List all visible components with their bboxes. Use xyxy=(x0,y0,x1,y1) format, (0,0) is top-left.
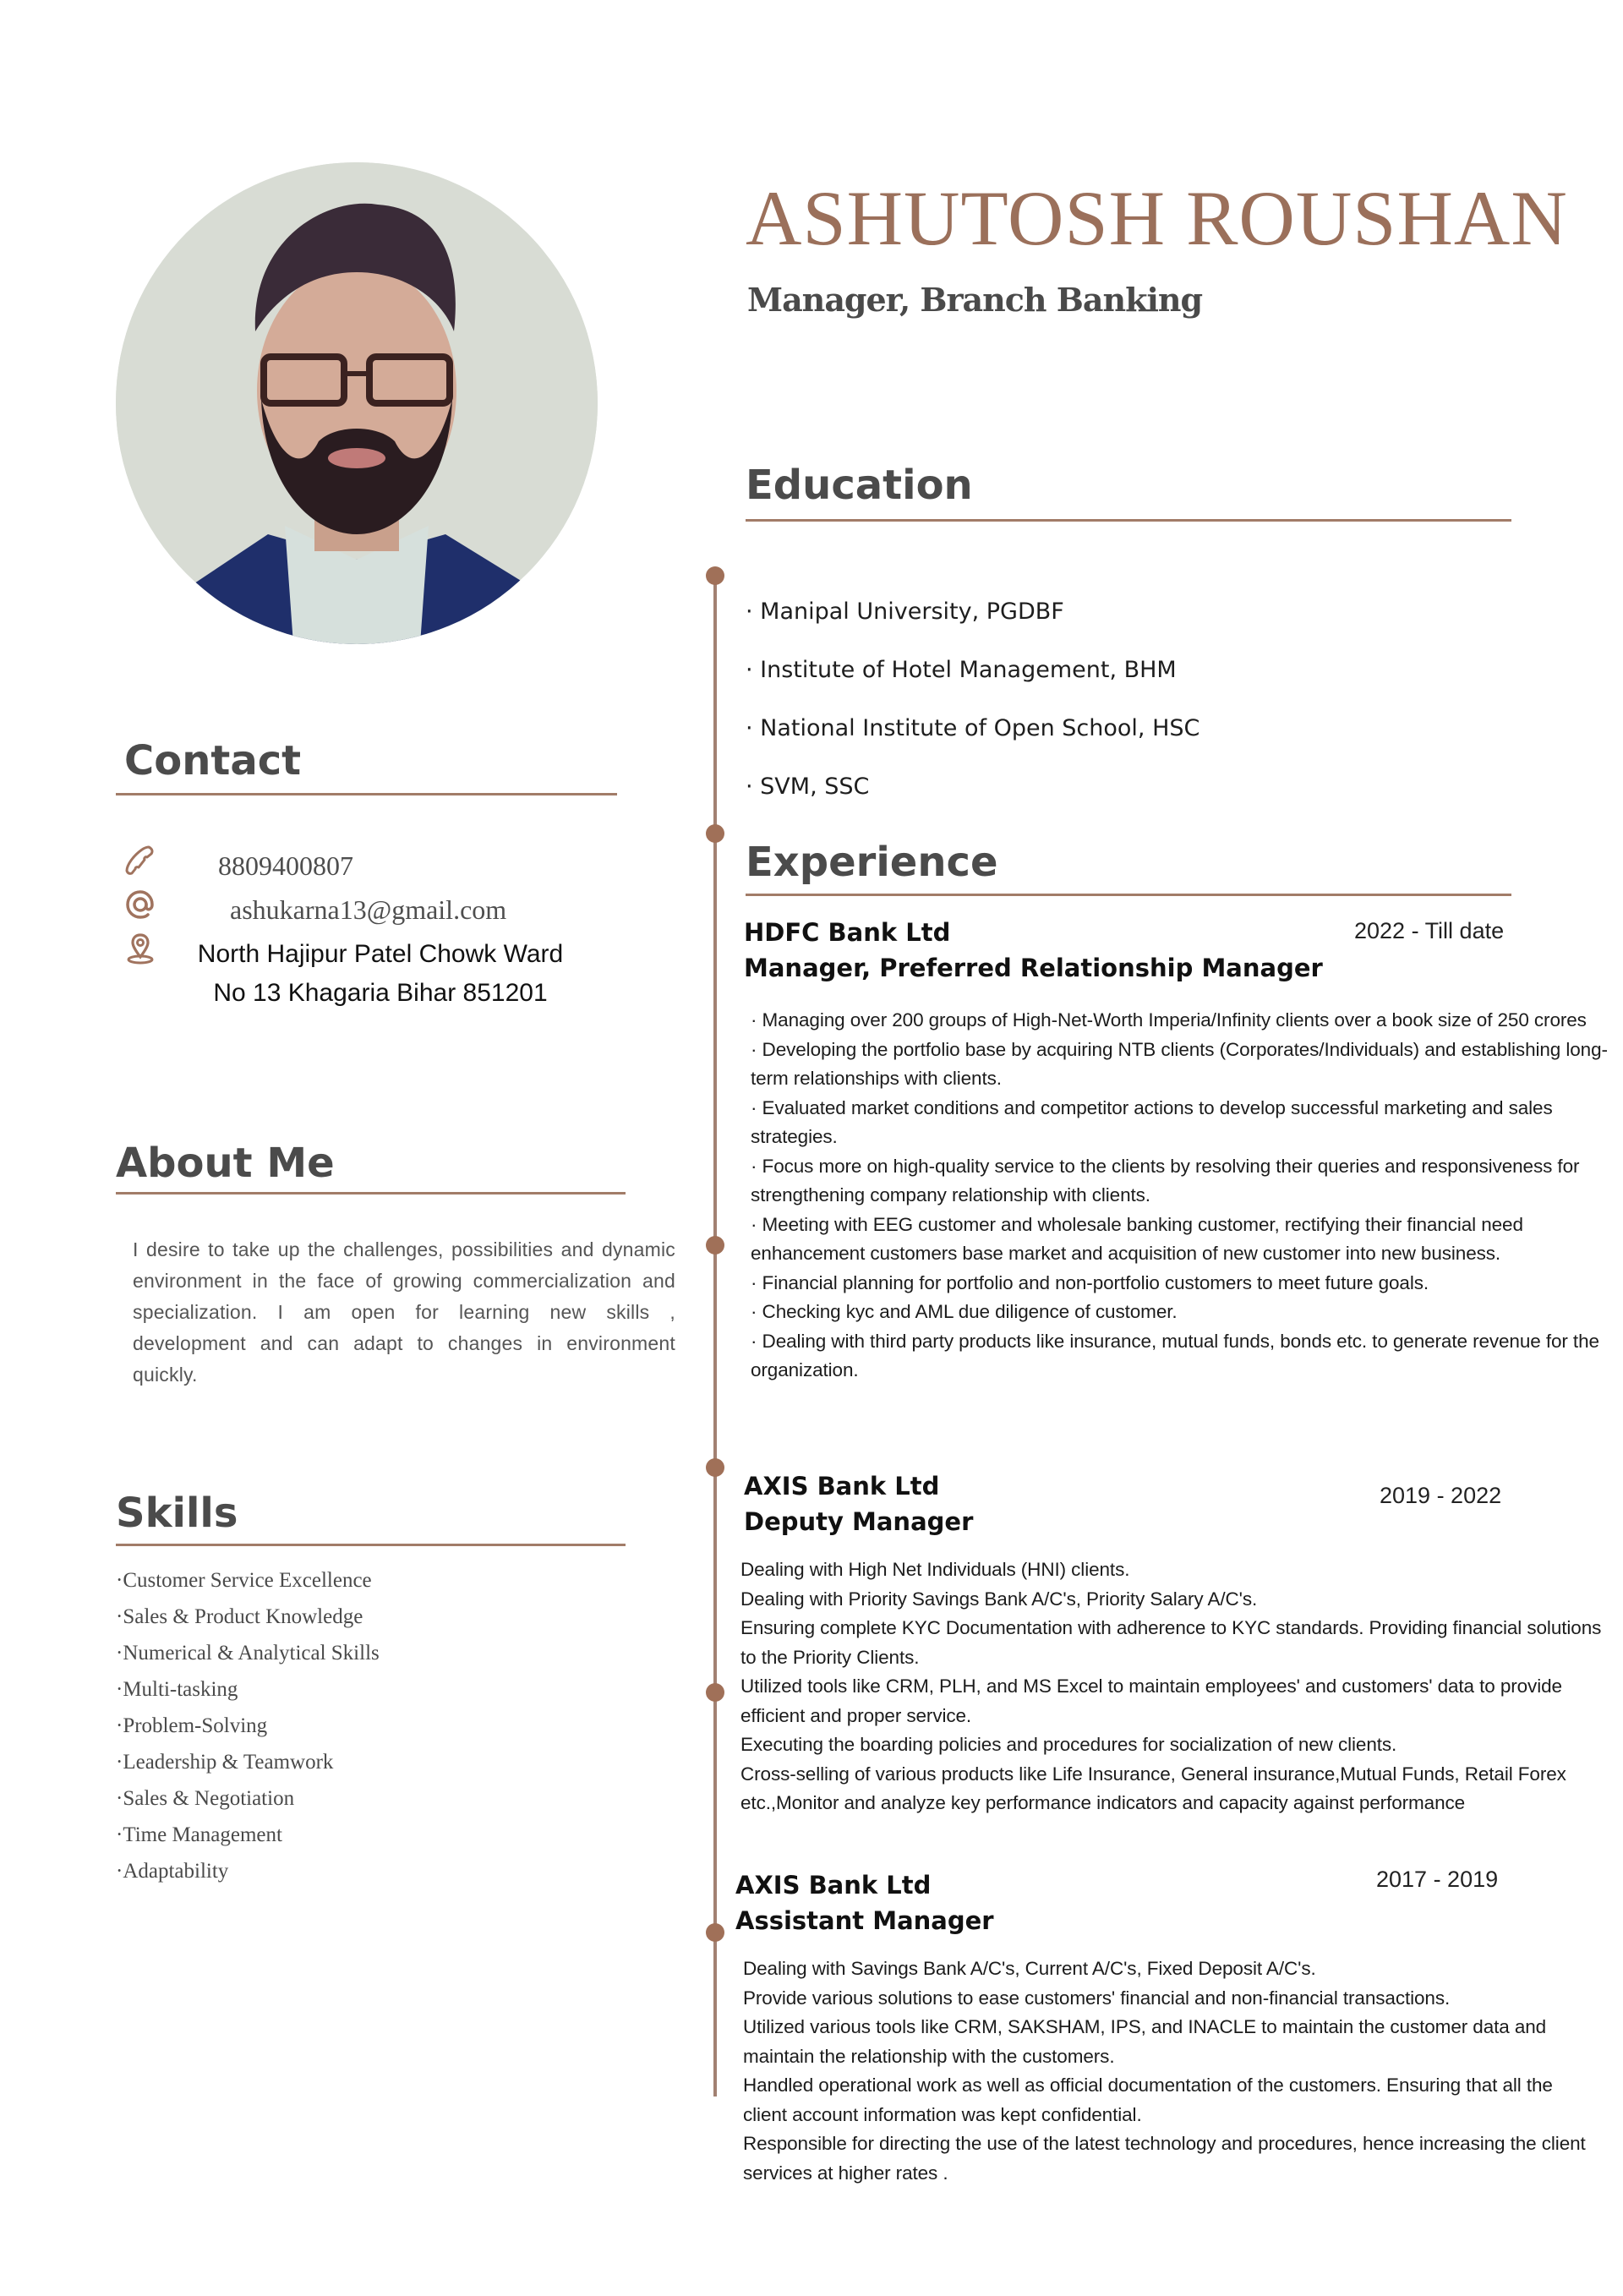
skill-item: ·Numerical & Analytical Skills xyxy=(116,1642,380,1665)
email-address[interactable]: ashukarna13@gmail.com xyxy=(230,894,507,925)
skills-heading: Skills xyxy=(116,1490,238,1537)
skill-item: ·Adaptability xyxy=(116,1860,229,1883)
job-bullet: · Checking kyc and AML due diligence of customer. xyxy=(751,1301,1178,1322)
education-item: · SVM, SSC xyxy=(746,774,870,800)
timeline-dot xyxy=(706,566,724,585)
address-line-1: North Hajipur Patel Chowk Ward xyxy=(197,940,564,968)
job-responsibilities xyxy=(740,1555,1613,1818)
about-paragraph: I desire to take up the challenges, possibilities and dynamic environment in the face of growing commercialization and specialization. I am open for learning new skills , development and can adapt to changes in environment quickly. xyxy=(133,1238,675,1386)
job-dates: 2019 - 2022 xyxy=(1380,1483,1502,1508)
job-responsibilities xyxy=(743,1954,1597,2188)
about-divider xyxy=(116,1192,626,1194)
job-dates: 2022 - Till date xyxy=(1354,918,1505,943)
contact-divider xyxy=(116,793,617,795)
skill-item: ·Sales & Product Knowledge xyxy=(116,1605,363,1628)
job-dates: 2017 - 2019 xyxy=(1376,1867,1499,1892)
job-bullet: · Financial planning for portfolio and non-portfolio customers to meet future goals. xyxy=(751,1271,1429,1293)
education-item: · Manipal University, PGDBF xyxy=(746,599,1064,625)
candidate-title: Manager, Branch Banking xyxy=(747,281,1203,319)
education-heading: Education xyxy=(746,462,973,509)
job-bullet: Utilized tools like CRM, PLH, and MS Excel to maintain employees' and customers' data to provide efficient and proper service. xyxy=(740,1676,1562,1726)
experience-divider xyxy=(746,894,1511,896)
timeline-dot xyxy=(706,1458,724,1477)
timeline-line xyxy=(713,575,717,2096)
education-item: · National Institute of Open School, HSC xyxy=(746,715,1200,741)
job-bullet: Responsible for directing the use of the latest technology and procedures, hence increasing the client services at higher rates . xyxy=(743,2133,1586,2184)
job-role: Manager, Preferred Relationship Manager xyxy=(744,954,1323,982)
job-role: Deputy Manager xyxy=(744,1507,974,1536)
contact-heading: Contact xyxy=(124,737,302,784)
experience-heading: Experience xyxy=(746,839,998,886)
job-bullet: Handled operational work as well as official documentation of the customers. Ensuring that all the client account information was kept confidential. xyxy=(743,2075,1553,2125)
email-at-icon xyxy=(123,888,157,921)
job-bullet: Dealing with Savings Bank A/C's, Current A/C's, Fixed Deposit A/C's. xyxy=(743,1958,1316,1979)
education-divider xyxy=(746,519,1511,522)
phone-icon xyxy=(123,844,157,877)
job-company: HDFC Bank Ltd xyxy=(744,918,951,947)
timeline-dot xyxy=(706,1236,724,1255)
job-bullet: Executing the boarding policies and procedures for socialization of new clients. xyxy=(740,1734,1397,1755)
job-responsibilities xyxy=(751,1006,1615,1386)
timeline-dot xyxy=(706,1923,724,1942)
job-bullet: · Meeting with EEG customer and wholesale banking customer, rectifying their financial need enhancement customers base market and acquisition of new customer into new business. xyxy=(751,1213,1523,1264)
contact-email-row xyxy=(123,888,157,921)
phone-number[interactable]: 8809400807 xyxy=(218,850,353,881)
job-bullet: Utilized various tools like CRM, SAKSHAM, IPS, and INACLE to maintain the customer data and maintain the relationship with the customers. xyxy=(743,2016,1547,2067)
skill-item: ·Multi-tasking xyxy=(116,1678,238,1701)
candidate-name: ASHUTOSH ROUSHAN xyxy=(746,175,1568,261)
job-bullet: Ensuring complete KYC Documentation with adherence to KYC standards. Providing financial solutions to the Priority Clients. xyxy=(740,1617,1602,1668)
job-bullet: · Focus more on high-quality service to the clients by resolving their queries and responsiveness for strengthening company relationship with clients. xyxy=(751,1155,1580,1205)
about-heading: About Me xyxy=(116,1140,335,1187)
skill-item: ·Problem-Solving xyxy=(116,1714,268,1737)
education-list xyxy=(746,595,1199,828)
job-bullet: Cross-selling of various products like Life Insurance, General insurance,Mutual Funds, Retail Forex etc.,Monitor and analyze key performance indicators and capacity against performance xyxy=(740,1763,1566,1813)
address-line-2: No 13 Khagaria Bihar 851201 xyxy=(213,979,548,1007)
skill-item: ·Customer Service Excellence xyxy=(116,1569,372,1592)
job-bullet: Provide various solutions to ease customers' financial and non-financial transactions. xyxy=(743,1987,1451,2009)
skill-item: ·Time Management xyxy=(116,1823,282,1846)
job-bullet: · Managing over 200 groups of High-Net-Worth Imperia/Infinity clients over a book size of 250 crores xyxy=(751,1009,1587,1030)
skills-divider xyxy=(116,1544,626,1546)
contact-phone-row xyxy=(123,844,157,877)
job-bullet: · Dealing with third party products like insurance, mutual funds, bonds etc. to generate revenue for the organization. xyxy=(751,1330,1599,1380)
contact-address-row xyxy=(123,932,157,965)
timeline-dot xyxy=(706,824,724,843)
profile-photo xyxy=(116,162,598,644)
location-pin-icon xyxy=(123,932,157,965)
job-bullet: · Developing the portfolio base by acquiring NTB clients (Corporates/Individuals) and establishing long-term relationships with clients. xyxy=(751,1038,1608,1089)
profile-photo-illustration xyxy=(116,162,598,644)
skill-item: ·Leadership & Teamwork xyxy=(116,1751,334,1774)
job-company: AXIS Bank Ltd xyxy=(735,1871,932,1900)
postal-address xyxy=(186,935,575,1013)
timeline-dot xyxy=(706,1683,724,1702)
job-bullet: Dealing with High Net Individuals (HNI) clients. xyxy=(740,1559,1130,1580)
job-company: AXIS Bank Ltd xyxy=(744,1472,940,1501)
skills-list xyxy=(116,1562,380,1889)
job-role: Assistant Manager xyxy=(735,1906,994,1935)
job-bullet: Dealing with Priority Savings Bank A/C's, Priority Salary A/C's. xyxy=(740,1588,1258,1610)
education-item: · Institute of Hotel Management, BHM xyxy=(746,657,1177,683)
skill-item: ·Sales & Negotiation xyxy=(116,1787,295,1810)
job-bullet: · Evaluated market conditions and competitor actions to develop successful marketing and sales strategies. xyxy=(751,1096,1553,1147)
